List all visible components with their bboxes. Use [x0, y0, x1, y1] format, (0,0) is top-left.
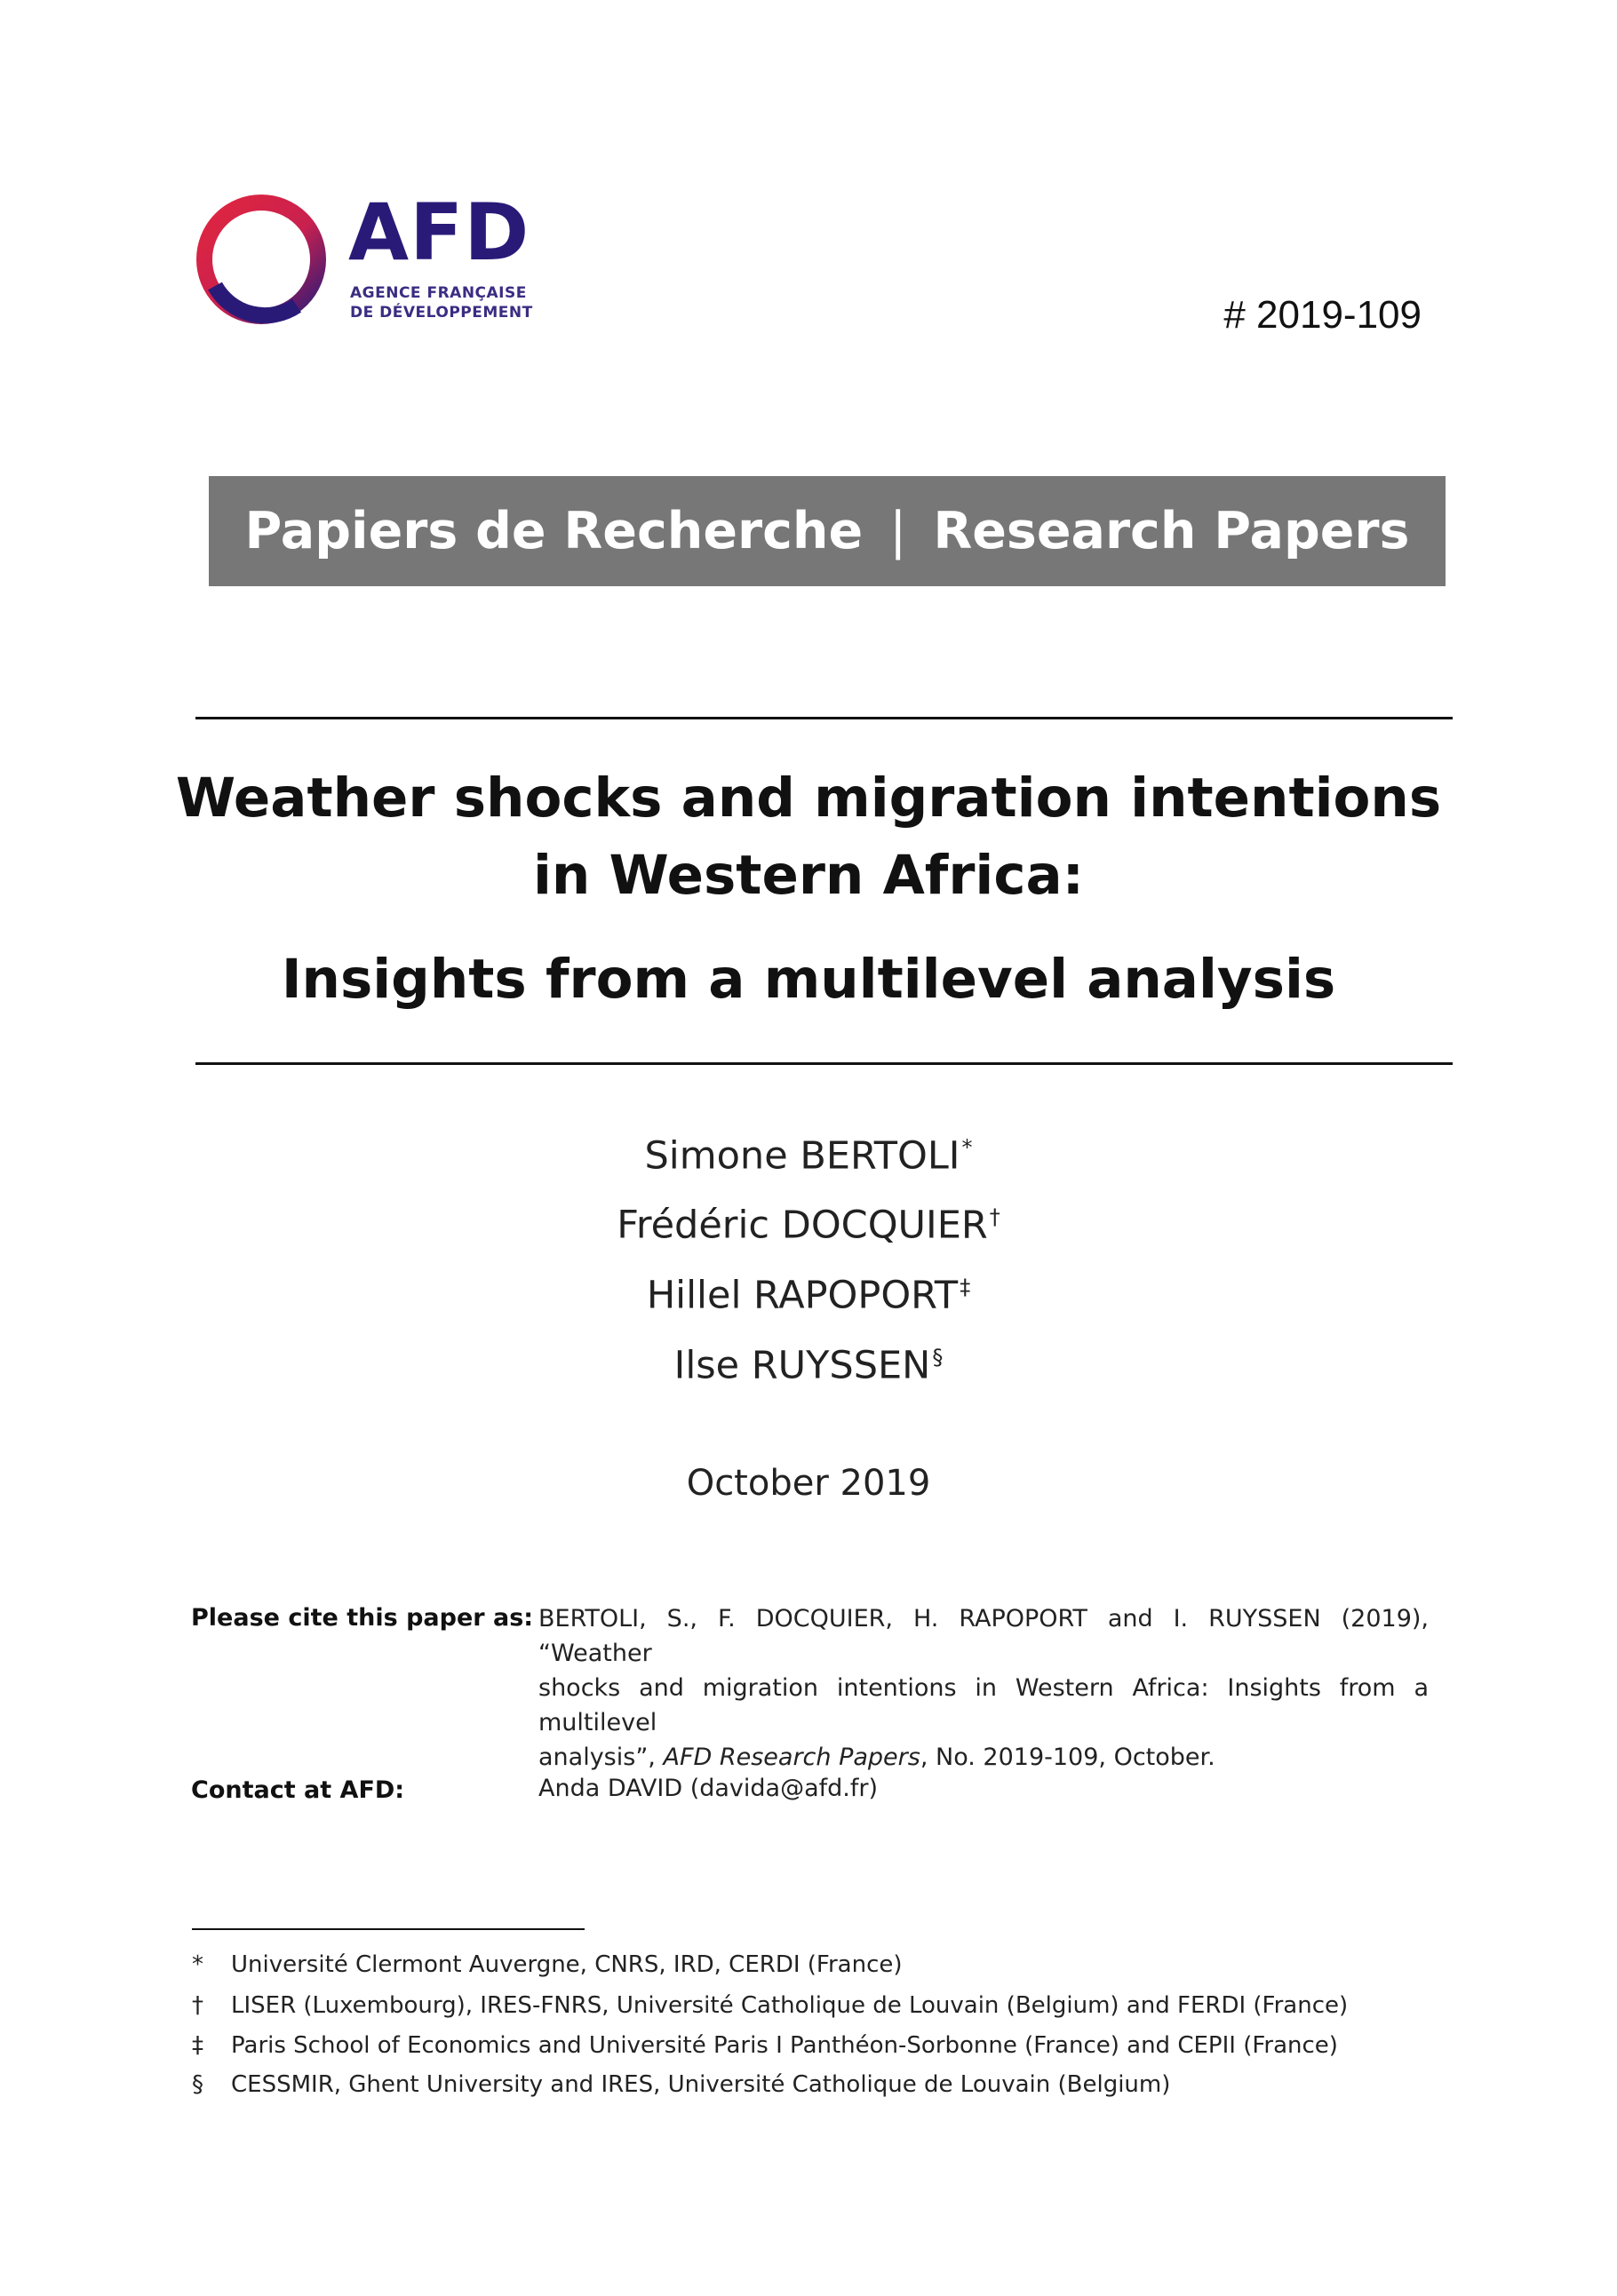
author-name: Hillel RAPOPORT — [646, 1273, 959, 1318]
citation-line-3-start: analysis”, — [538, 1744, 664, 1771]
citation-line-3 — [538, 1740, 1429, 1775]
footnote-text: LISER (Luxembourg), IRES-FNRS, Université Catholique de Louvain (Belgium) and FERDI (France) — [231, 1992, 1349, 2019]
author-name: Simone BERTOLI — [644, 1133, 960, 1179]
author-name: Frédéric DOCQUIER — [617, 1203, 988, 1248]
afd-ring-icon — [190, 188, 332, 330]
afd-logo — [190, 188, 546, 339]
footnote-mark: ‡ — [192, 2032, 203, 2059]
contact-value: Anda DAVID (davida@afd.fr) — [538, 1775, 879, 1802]
publication-date: October 2019 — [686, 1463, 931, 1504]
author-name: Ilse RUYSSEN — [673, 1343, 931, 1388]
author-footnote-mark: * — [961, 1135, 973, 1160]
citation-line-1: BERTOLI, S., F. DOCQUIER, H. RAPOPORT and I. RUYSSEN (2019), “Weather — [538, 1605, 1429, 1667]
citation-series-name: AFD Research Papers — [663, 1744, 920, 1771]
logo-wordmark: AFD — [348, 187, 530, 278]
footnote-text: Paris School of Economics and Université Paris I Panthéon-Sorbonne (France) and CEPII (France) — [231, 2032, 1338, 2059]
author-footnote-mark: § — [932, 1345, 944, 1370]
author — [0, 1203, 1617, 1248]
contact-label: Contact at AFD: — [191, 1776, 405, 1804]
footnote — [192, 1994, 1525, 2017]
logo-subtitle-line-2: DE DÉVELOPPEMENT — [350, 304, 533, 322]
footnote-separator — [192, 1928, 585, 1930]
author-footnote-mark: † — [989, 1204, 1000, 1229]
paper-number: # 2019-109 — [1223, 293, 1422, 337]
author — [0, 1273, 1617, 1318]
title-rule-top — [195, 717, 1453, 719]
author-footnote-mark: ‡ — [960, 1275, 971, 1299]
banner-english-label: Research Papers — [933, 502, 1410, 560]
series-banner — [209, 476, 1446, 586]
banner-french-label: Papiers de Recherche — [244, 502, 864, 560]
citation-line-3-end: , No. 2019-109, October. — [920, 1744, 1215, 1771]
footnote — [192, 2034, 1525, 2057]
author — [0, 1343, 1617, 1388]
citation-label: Please cite this paper as: — [191, 1604, 534, 1632]
footnote-mark: * — [192, 1951, 203, 1978]
title-rule-bottom — [195, 1062, 1453, 1065]
title-line-1: Weather shocks and migration intentions — [175, 767, 1442, 830]
citation-text — [538, 1601, 1429, 1775]
banner-separator: | — [889, 502, 907, 560]
footnote-mark: § — [192, 2071, 203, 2098]
footnote-text: Université Clermont Auvergne, CNRS, IRD, CERDI (France) — [231, 1951, 903, 1978]
title-line-2: in Western Africa: — [532, 844, 1085, 907]
title-line-3: Insights from a multilevel analysis — [281, 948, 1336, 1011]
citation-line-2: shocks and migration intentions in Western Africa: Insights from a multilevel — [538, 1674, 1429, 1736]
footnote — [192, 1953, 1525, 1976]
footnote — [192, 2073, 1525, 2096]
footnote-text: CESSMIR, Ghent University and IRES, Université Catholique de Louvain (Belgium) — [231, 2071, 1171, 2098]
author — [0, 1133, 1617, 1179]
logo-subtitle-line-1: AGENCE FRANÇAISE — [350, 284, 527, 302]
footnote-mark: † — [192, 1992, 203, 2019]
